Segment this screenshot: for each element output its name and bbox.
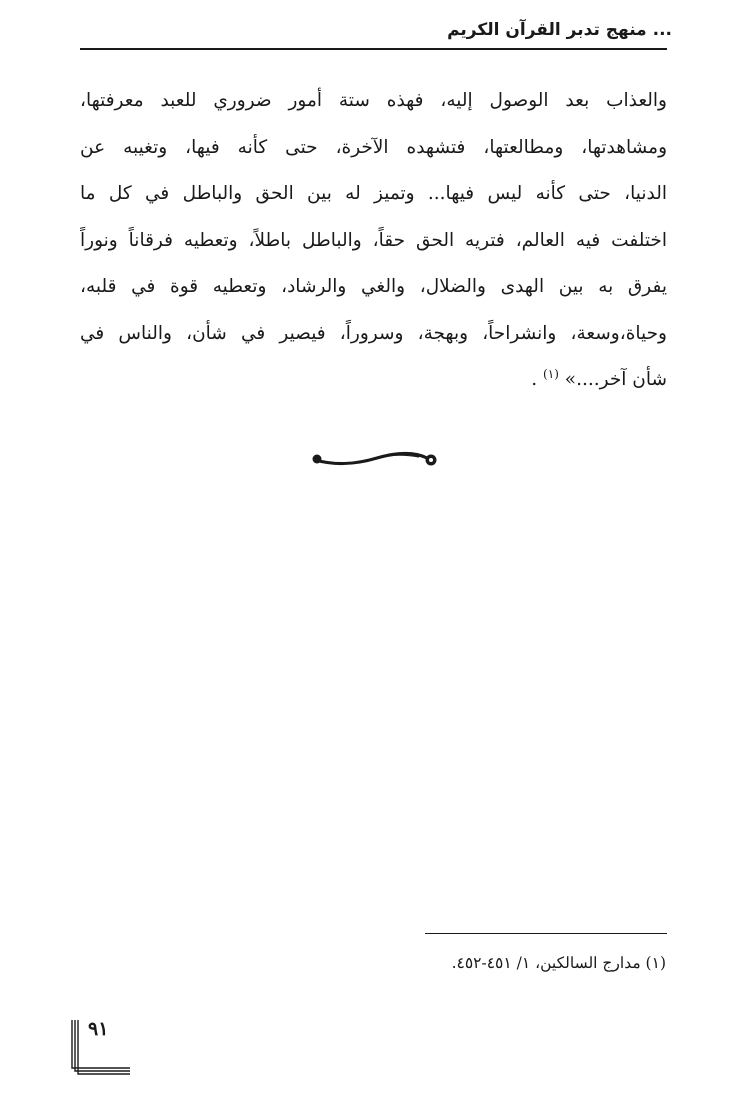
page-number: ٩١ [88, 1018, 109, 1040]
footnote: (١) مدارج السالكين، ١/ ٤٥١-٤٥٢. [451, 954, 666, 972]
footnote-marker: (١) [543, 366, 559, 381]
closing-period: . [531, 369, 538, 390]
body-text [80, 78, 667, 404]
body-line: اختلفت فيه العالم، فتريه الحق حقاً، والباطل باطلاً، وتعطيه فرقاناً ونوراً [80, 229, 667, 251]
running-header: ... منهج تدبر القرآن الكريم [447, 20, 672, 40]
body-line: يفرق به بين الهدى والضلال، والغي والرشاد، وتعطيه قوة في قلبه، [80, 276, 667, 297]
body-line: ومشاهدتها، ومطالعتها، فتشهده الآخرة، حتى كأنه فيها، وتغيبه عن [80, 136, 667, 158]
ornament-divider [307, 446, 442, 474]
body-line-last [80, 357, 667, 404]
body-line: والعذاب بعد الوصول إليه، فهذه ستة أمور ضروري للعبد معرفتها، [80, 90, 667, 111]
body-line-text: شأن آخر....» [564, 369, 667, 390]
body-line: وحياة،وسعة، وانشراحاً، وبهجة، وسروراً، فيصير في شأن، والناس في [80, 322, 667, 344]
footnote-rule [425, 933, 667, 934]
header-rule [80, 48, 667, 50]
body-line: الدنيا، حتى كأنه ليس فيها... وتميز له بين الحق والباطل في كل ما [80, 183, 667, 204]
